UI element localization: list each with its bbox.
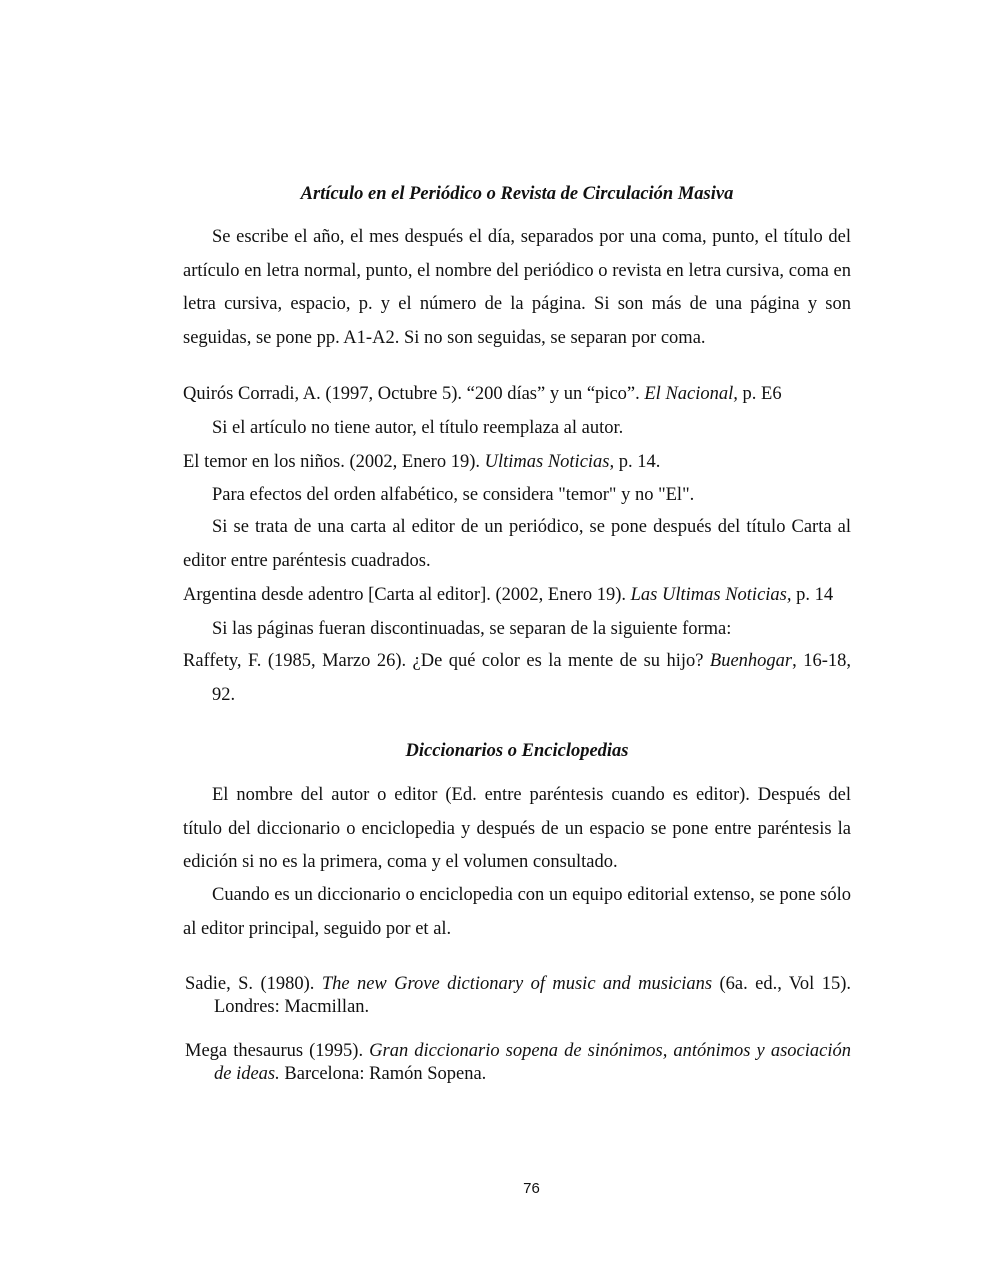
note-carta-editor: Si se trata de una carta al editor de un periódico, se pone después del título Carta al editor entre paréntesis cuadrados. xyxy=(183,517,851,571)
reference-quiros xyxy=(183,382,851,406)
reference-page: p. E6 xyxy=(737,384,782,404)
reference-source: El Nacional, xyxy=(644,384,738,404)
section-heading-periodico: Artículo en el Periódico o Revista de Circulación Masiva xyxy=(300,184,734,204)
reference-page: p. 14 xyxy=(791,585,834,605)
reference-text: Quirós Corradi, A. (1997, Octubre 5). “200 días” y un “pico”. xyxy=(183,384,645,404)
reference-raffety xyxy=(183,645,851,712)
reference-source: Ultimas Noticias, xyxy=(484,452,615,472)
reference-publisher: Barcelona: Ramón Sopena. xyxy=(279,1064,487,1084)
reference-source: Las Ultimas Noticias, xyxy=(630,585,792,605)
reference-text: Raffety, F. (1985, Marzo 26). ¿De qué color es la mente de su hijo? xyxy=(183,651,710,671)
reference-text: Mega thesaurus (1995). xyxy=(185,1041,370,1061)
reference-page: , 16-18, 92. xyxy=(212,651,851,705)
reference-text: Sadie, S. (1980). xyxy=(185,974,322,994)
reference-text: Argentina desde adentro [Carta al editor]. (2002, Enero 19). xyxy=(183,585,631,605)
section-paragraph-periodico: Se escribe el año, el mes después el día, separados por una coma, punto, el título del artículo en letra normal, punto, el nombre del periódico o revista en letra cursiva, coma en letra cursiva, espacio, p. y el número de la página. Si son más de una página y son seguidas, se pone pp. A1-A2. Si no son seguidas, se separan por coma. xyxy=(183,227,851,348)
reference-temor xyxy=(183,450,851,474)
reference-page: p. 14. xyxy=(614,452,661,472)
reference-source: The new Grove dictionary of music and musicians xyxy=(321,974,713,994)
note-sin-autor: Si el artículo no tiene autor, el título reemplaza al autor. xyxy=(212,418,624,438)
section-heading-diccionarios: Diccionarios o Enciclopedias xyxy=(405,741,629,761)
section-paragraph-diccionarios: El nombre del autor o editor (Ed. entre paréntesis cuando es editor). Después del título del diccionario o enciclopedia y después de un espacio se pone entre paréntesis la edición si no es la primera, coma y el volumen consultado. xyxy=(183,785,851,872)
reference-sadie xyxy=(185,973,851,1019)
note-paginas-discontinuadas: Si las páginas fueran discontinuadas, se separan de la siguiente forma: xyxy=(212,619,732,639)
reference-mega-thesaurus xyxy=(185,1040,851,1086)
note-orden-alfabetico: Para efectos del orden alfabético, se considera "temor" y no "El". xyxy=(212,485,695,505)
page-number: 76 xyxy=(523,1180,540,1197)
reference-source: Buenhogar xyxy=(709,651,793,671)
reference-text: El temor en los niños. (2002, Enero 19). xyxy=(183,452,485,472)
reference-argentina xyxy=(183,583,851,607)
reference-source: Gran diccionario sopena de sinónimos, antónimos y asociación de ideas. xyxy=(214,1041,851,1084)
reference-publisher: (6a. ed., Vol 15). Londres: Macmillan. xyxy=(214,974,851,1017)
section-paragraph-equipo-editorial: Cuando es un diccionario o enciclopedia con un equipo editorial extenso, se pone sólo al editor principal, seguido por et al. xyxy=(183,885,851,939)
